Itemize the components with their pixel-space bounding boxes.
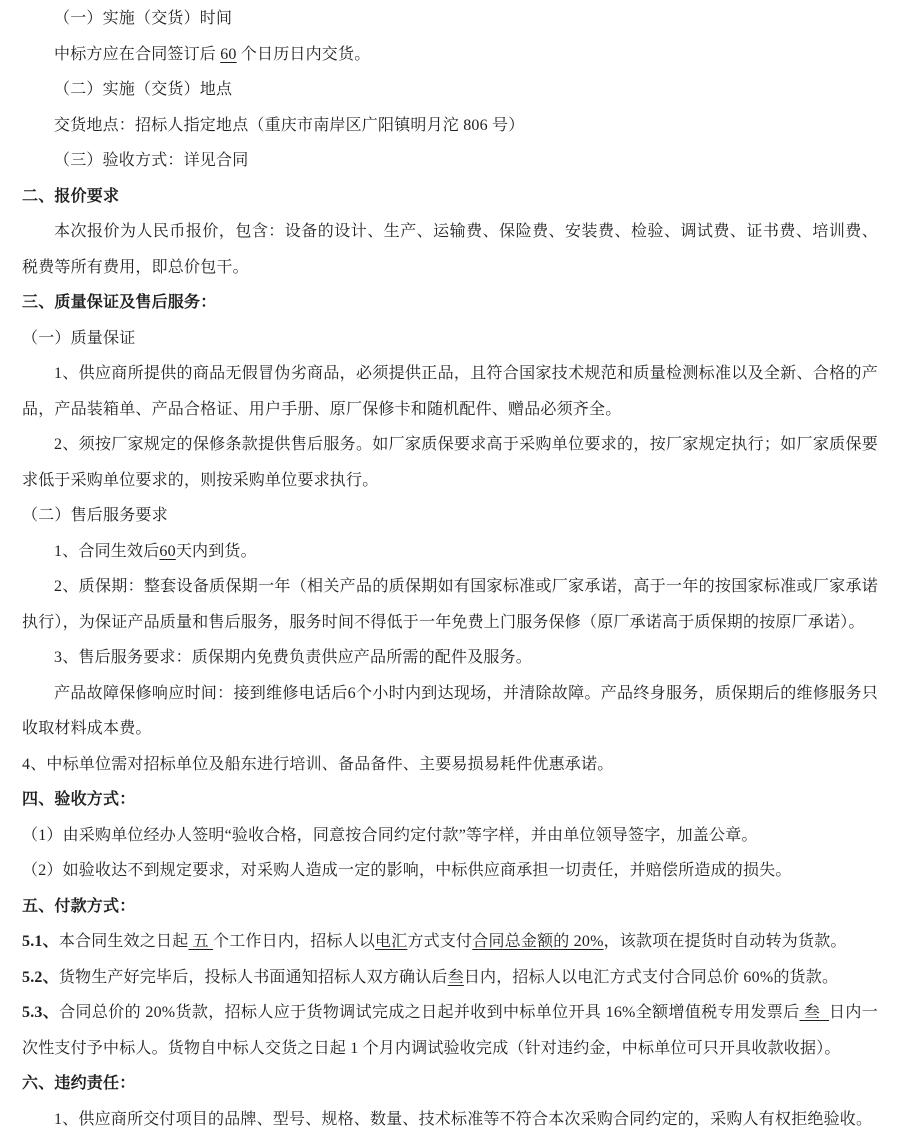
text-segment: 二、报价要求 bbox=[22, 187, 120, 205]
underlined-text: 合同总金额的 20% bbox=[472, 933, 604, 950]
sec3-sub1-item1 bbox=[22, 356, 878, 427]
text-segment: 2、质保期：整套设备质保期一年（相关产品的质保期如有国家标准或厂家承诺，高于一年的按国家标准或厂家承诺执行），为保证产品质量和售后服务，服务时间不得低于一年免费上门服务保修（原厂承诺高于质保期的按原厂承诺）。 bbox=[22, 578, 878, 631]
text-segment: 天内到货。 bbox=[175, 542, 257, 560]
sec3-item4 bbox=[22, 747, 878, 783]
text-segment: 中标方应在合同签订后 bbox=[54, 45, 221, 63]
sec6-heading bbox=[22, 1066, 878, 1102]
text-segment: （一）质量保证 bbox=[22, 329, 136, 347]
sec3-sub2-item3 bbox=[22, 640, 878, 676]
sec1-item1-heading bbox=[22, 1, 878, 37]
sec3-sub2-item2 bbox=[22, 569, 878, 640]
text-segment: 个工作日内，招标人以 bbox=[213, 933, 376, 950]
sec3-sub1-heading bbox=[22, 321, 878, 357]
text-segment: （二）售后服务要求 bbox=[22, 507, 168, 524]
text-segment: 四、验收方式： bbox=[22, 791, 136, 808]
text-segment: 方式支付 bbox=[407, 933, 473, 950]
text-segment: 2、须按厂家规定的保修条款提供售后服务。如厂家质保要求高于采购单位要求的，按厂家规定执行；如厂家质保要求低于采购单位要求的，则按采购单位要求执行。 bbox=[22, 436, 878, 489]
sec1-item2-body bbox=[22, 108, 878, 144]
text-segment: 日内，招标人以电汇方式支付合同总价 60%的货款。 bbox=[463, 968, 839, 986]
text-segment: 产品故障保修响应时间：接到维修电话后6个小时内到达现场，并清除故障。产品终身服务，质保期后的维修服务只收取材料成本费。 bbox=[22, 684, 878, 737]
sec1-item1-body bbox=[22, 37, 878, 73]
underlined-text: 电汇 bbox=[375, 933, 408, 950]
text-segment: 交货地点：招标人指定地点（重庆市南岸区广阳镇明月沱 806 号） bbox=[54, 116, 525, 134]
sec1-item2-heading bbox=[22, 72, 878, 108]
text-segment: 个日历日内交货。 bbox=[236, 45, 371, 63]
sec1-item3 bbox=[22, 143, 878, 179]
text-segment: （一）实施（交货）时间 bbox=[54, 10, 233, 27]
document-body bbox=[22, 1, 878, 1137]
text-segment: 1、供应商所交付项目的品牌、型号、规格、数量、技术标准等不符合本次采购合同约定的，采购人有权拒绝验收。 bbox=[54, 1110, 873, 1128]
sec3-sub2-heading bbox=[22, 498, 878, 534]
sec4-item1 bbox=[22, 818, 878, 854]
text-segment: （二）实施（交货）地点 bbox=[54, 81, 233, 98]
text-segment: 日内一次性支付予中标人。货物自中标人交货之日起 1 个月内调试验收完成（针对违约金，中标单位可只开具收款收据）。 bbox=[22, 1004, 878, 1057]
bold-item-number: 5.3、 bbox=[22, 1004, 60, 1021]
text-segment: ，该款项在提货时自动转为货款。 bbox=[603, 933, 847, 950]
text-segment: 1、合同生效后 bbox=[54, 542, 160, 560]
sec4-item2 bbox=[22, 853, 878, 889]
text-segment: 合同总价的 20%货款，招标人应于货物调试完成之日起并收到中标单位开具 16%全额增值税专用发票后 bbox=[59, 1004, 800, 1021]
text-segment: 货物生产好完毕后，投标人书面通知招标人双方确认后 bbox=[58, 968, 448, 986]
text-segment: 三、质量保证及售后服务： bbox=[22, 294, 217, 311]
underlined-text: 叁 bbox=[447, 968, 464, 986]
text-segment: 本次报价为人民币报价，包含：设备的设计、生产、运输费、保险费、安装费、检验、调试费、证书费、培训费、税费等所有费用，即总价包干。 bbox=[22, 223, 878, 276]
underlined-text: 五 bbox=[188, 933, 214, 950]
text-segment: 本合同生效之日起 bbox=[58, 933, 189, 950]
sec3-heading bbox=[22, 285, 878, 321]
text-segment: 4、中标单位需对招标单位及船东进行培训、备品备件、主要易损易耗件优惠承诺。 bbox=[22, 755, 614, 773]
bold-item-number: 5.1、 bbox=[22, 933, 59, 950]
underlined-text: 叁 bbox=[799, 1004, 830, 1021]
sec5-heading bbox=[22, 889, 878, 925]
sec6-item1 bbox=[22, 1102, 878, 1137]
sec5-item2 bbox=[22, 960, 878, 996]
text-segment: （1）由采购单位经办人签明“验收合格，同意按合同约定付款”等字样，并由单位领导签字，加盖公章。 bbox=[22, 826, 758, 844]
underlined-text: 60 bbox=[220, 45, 237, 63]
sec3-sub2-item1 bbox=[22, 534, 878, 570]
sec2-heading bbox=[22, 179, 878, 215]
text-segment: （2）如验收达不到规定要求，对采购人造成一定的影响，中标供应商承担一切责任，并赔偿所造成的损失。 bbox=[22, 862, 792, 879]
sec5-item1 bbox=[22, 924, 878, 960]
sec2-body bbox=[22, 214, 878, 285]
text-segment: 3、售后服务要求：质保期内免费负责供应产品所需的配件及服务。 bbox=[54, 649, 533, 666]
text-segment: （三）验收方式：详见合同 bbox=[54, 152, 249, 169]
underlined-text: 60 bbox=[159, 542, 176, 560]
text-segment: 1、供应商所提供的商品无假冒伪劣商品，必须提供正品，且符合国家技术规范和质量检测标准以及全新、合格的产品，产品装箱单、产品合格证、用户手册、原厂保修卡和随机配件、赠品必须齐全。 bbox=[22, 365, 878, 418]
sec3-sub1-item2 bbox=[22, 427, 878, 498]
sec4-heading bbox=[22, 782, 878, 818]
sec3-sub2-item4 bbox=[22, 676, 878, 747]
sec5-item3 bbox=[22, 995, 878, 1066]
bold-item-number: 5.2、 bbox=[22, 968, 59, 986]
text-segment: 六、违约责任： bbox=[22, 1075, 136, 1092]
text-segment: 五、付款方式： bbox=[22, 897, 136, 915]
